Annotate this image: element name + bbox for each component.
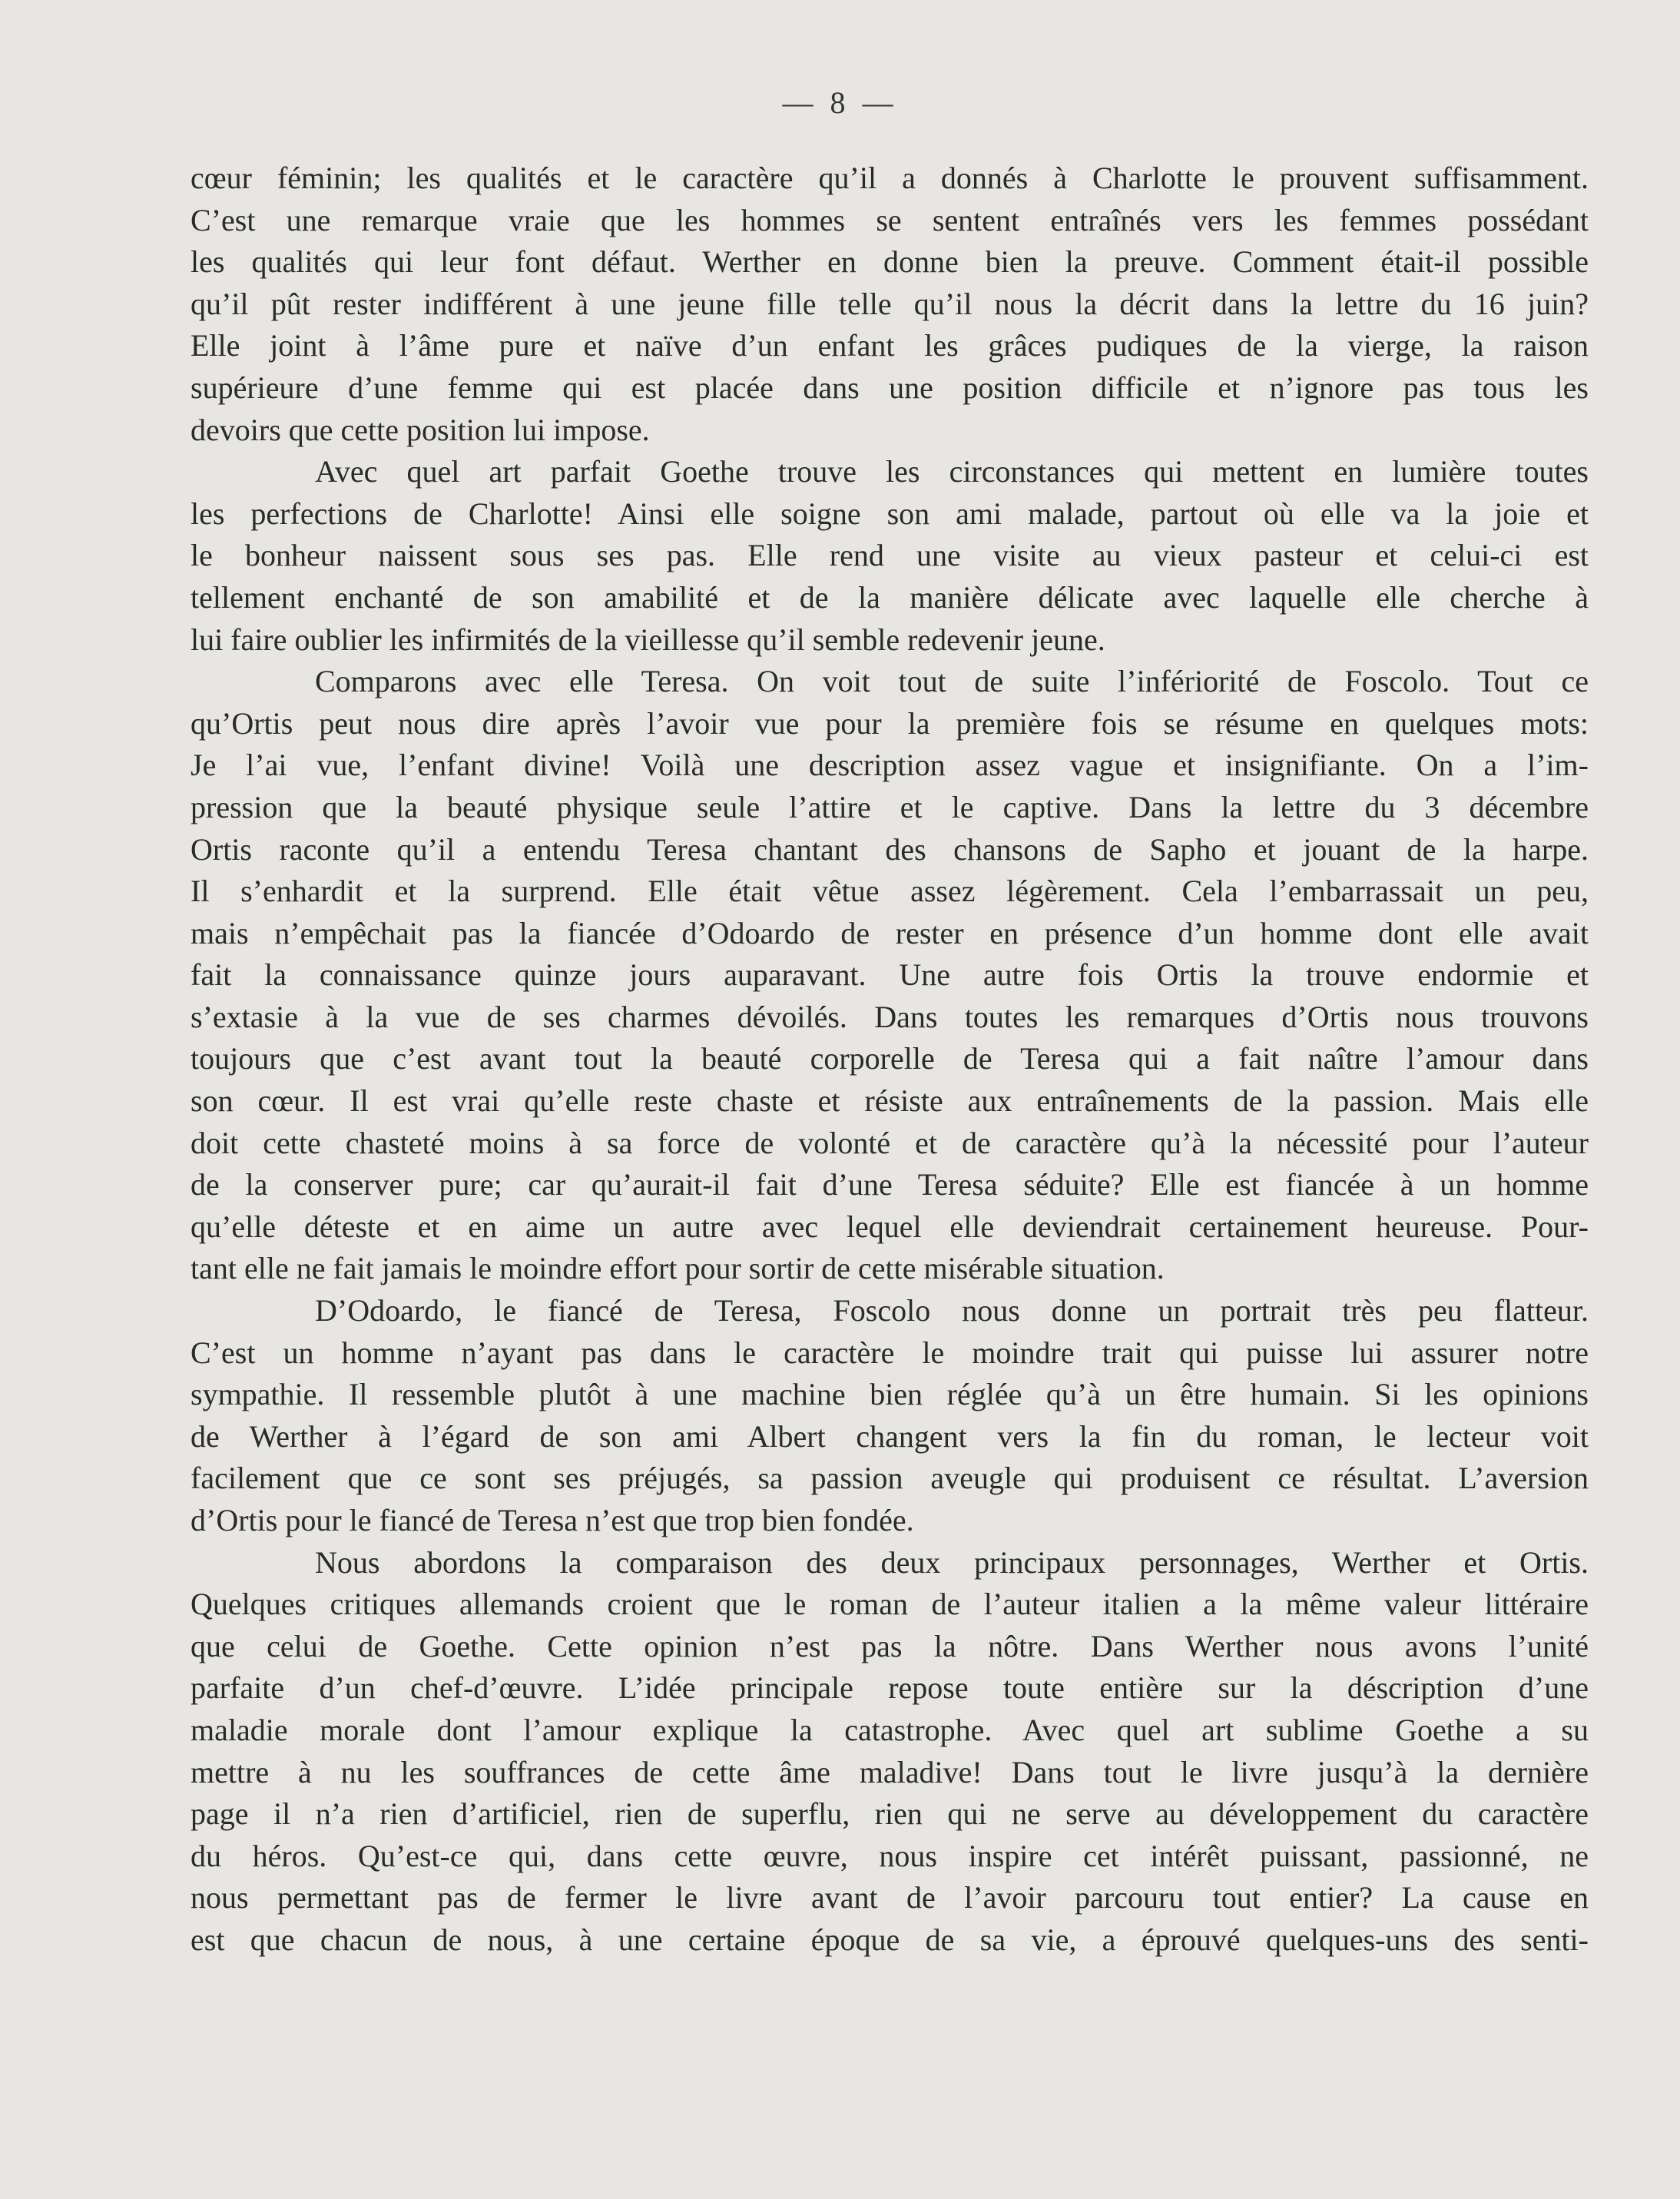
text-line: C’est un homme n’ayant pas dans le caractère le moindre trait qui puisse lui assurer notre (191, 1335, 1589, 1370)
text-line: Ortis raconte qu’il a entendu Teresa chantant des chansons de Sapho et jouant de la harpe. (191, 831, 1589, 867)
text-line: de la conserver pure; car qu’aurait-il fait d’une Teresa séduite? Elle est fiancée à un homme (191, 1167, 1589, 1202)
text-line: mettre à nu les souffrances de cette âme maladive! Dans tout le livre jusqu’à la dernière (191, 1754, 1589, 1789)
text-line: Je l’ai vue, l’enfant divine! Voilà une description assez vague et insignifiante. On a l’im- (191, 748, 1589, 783)
text-line: qu’il pût rester indifférent à une jeune fille telle qu’il nous la décrit dans la lettre du 16 juin? (191, 286, 1589, 321)
text-line: Nous abordons la comparaison des deux principaux personnages, Werther et Ortis. (315, 1544, 1589, 1580)
text-line: fait la connaissance quinze jours auparavant. Une autre fois Ortis la trouve endormie et (191, 957, 1589, 993)
text-line: est que chacun de nous, à une certaine époque de sa vie, a éprouvé quelques-uns des senti- (191, 1922, 1589, 1957)
text-line: cœur féminin; les qualités et le caractère qu’il a donnés à Charlotte le prouvent suffisamment. (191, 161, 1589, 195)
text-line: du héros. Qu’est-ce qui, dans cette œuvre, nous inspire cet intérêt puissant, passionné, ne (191, 1838, 1589, 1873)
text-line: Comparons avec elle Teresa. On voit tout de suite l’infériorité de Foscolo. Tout ce (315, 664, 1589, 699)
paragraph (191, 1290, 1589, 1542)
text-line: tellement enchanté de son amabilité et de la manière délicate avec laquelle elle cherche à (191, 579, 1589, 615)
text-line: les qualités qui leur font défaut. Werther en donne bien la preuve. Comment était-il possible (191, 244, 1589, 280)
paragraph (191, 661, 1589, 1290)
text-line: qu’Ortis peut nous dire après l’avoir vue pour la première fois se résume en quelques mots: (191, 705, 1589, 741)
text-line: C’est une remarque vraie que les hommes se sentent entraînés vers les femmes possédant (191, 202, 1589, 237)
paragraph (191, 451, 1589, 661)
text-line: devoirs que cette position lui impose. (191, 412, 650, 447)
text-line: supérieure d’une femme qui est placée dans une position difficile et n’ignore pas tous les (191, 370, 1589, 405)
paragraph (191, 1542, 1589, 1962)
body-text (191, 158, 1589, 1962)
text-line: toujours que c’est avant tout la beauté corporelle de Teresa qui a fait naître l’amour dans (191, 1041, 1589, 1076)
text-line: tant elle ne fait jamais le moindre effort pour sortir de cette misérable situation. (191, 1251, 1165, 1286)
text-line: mais n’empêchait pas la fiancée d’Odoardo de rester en présence d’un homme dont elle avait (191, 915, 1589, 950)
text-line: qu’elle déteste et en aime un autre avec lequel elle deviendrait certainement heureuse. Pour- (191, 1209, 1589, 1244)
text-line: que celui de Goethe. Cette opinion n’est pas la nôtre. Dans Werther nous avons l’unité (191, 1628, 1589, 1663)
page-number: — 8 — (782, 85, 898, 120)
text-line: facilement que ce sont ses préjugés, sa passion aveugle qui produisent ce résultat. L’aversion (191, 1461, 1589, 1496)
text-line: maladie morale dont l’amour explique la catastrophe. Avec quel art sublime Goethe a su (191, 1712, 1589, 1747)
text-line: D’Odoardo, le fiancé de Teresa, Foscolo nous donne un portrait très peu flatteur. (315, 1293, 1589, 1328)
text-line: doit cette chasteté moins à sa force de volonté et de caractère qu’à la nécessité pour l’auteur (191, 1125, 1589, 1160)
text-line: le bonheur naissent sous ses pas. Elle rend une visite au vieux pasteur et celui-ci est (191, 538, 1589, 573)
text-line: s’extasie à la vue de ses charmes dévoilés. Dans toutes les remarques d’Ortis nous trouvons (191, 999, 1589, 1034)
text-line: sympathie. Il ressemble plutôt à une machine bien réglée qu’à un être humain. Si les opinions (191, 1377, 1589, 1412)
paragraph (191, 158, 1589, 451)
text-line: page il n’a rien d’artificiel, rien de superflu, rien qui ne serve au développement du caractère (191, 1796, 1589, 1832)
text-line: nous permettant pas de fermer le livre avant de l’avoir parcouru tout entier? La cause en (191, 1880, 1589, 1915)
text-line: les perfections de Charlotte! Ainsi elle soigne son ami malade, partout où elle va la joie et (191, 496, 1589, 531)
text-line: de Werther à l’égard de son ami Albert changent vers la fin du roman, le lecteur voit (191, 1418, 1589, 1454)
text-line: Elle joint à l’âme pure et naïve d’un enfant les grâces pudiques de la vierge, la raison (191, 328, 1589, 363)
text-line: parfaite d’un chef-d’œuvre. L’idée principale repose toute entière sur la déscription d’une (191, 1670, 1589, 1706)
text-line: d’Ortis pour le fiancé de Teresa n’est que trop bien fondée. (191, 1503, 914, 1537)
text-line: Avec quel art parfait Goethe trouve les circonstances qui mettent en lumière toutes (315, 454, 1589, 489)
text-line: Il s’enhardit et la surprend. Elle était vêtue assez légèrement. Cela l’embarrassait un peu, (191, 874, 1589, 909)
text-line: son cœur. Il est vrai qu’elle reste chaste et résiste aux entraînements de la passion. Mais elle (191, 1083, 1589, 1119)
text-line: lui faire oublier les infirmités de la vieillesse qu’il semble redevenir jeune. (191, 622, 1105, 657)
text-line: Quelques critiques allemands croient que le roman de l’auteur italien a la même valeur littéraire (191, 1587, 1589, 1622)
text-line: pression que la beauté physique seule l’attire et le captive. Dans la lettre du 3 décembre (191, 789, 1589, 824)
